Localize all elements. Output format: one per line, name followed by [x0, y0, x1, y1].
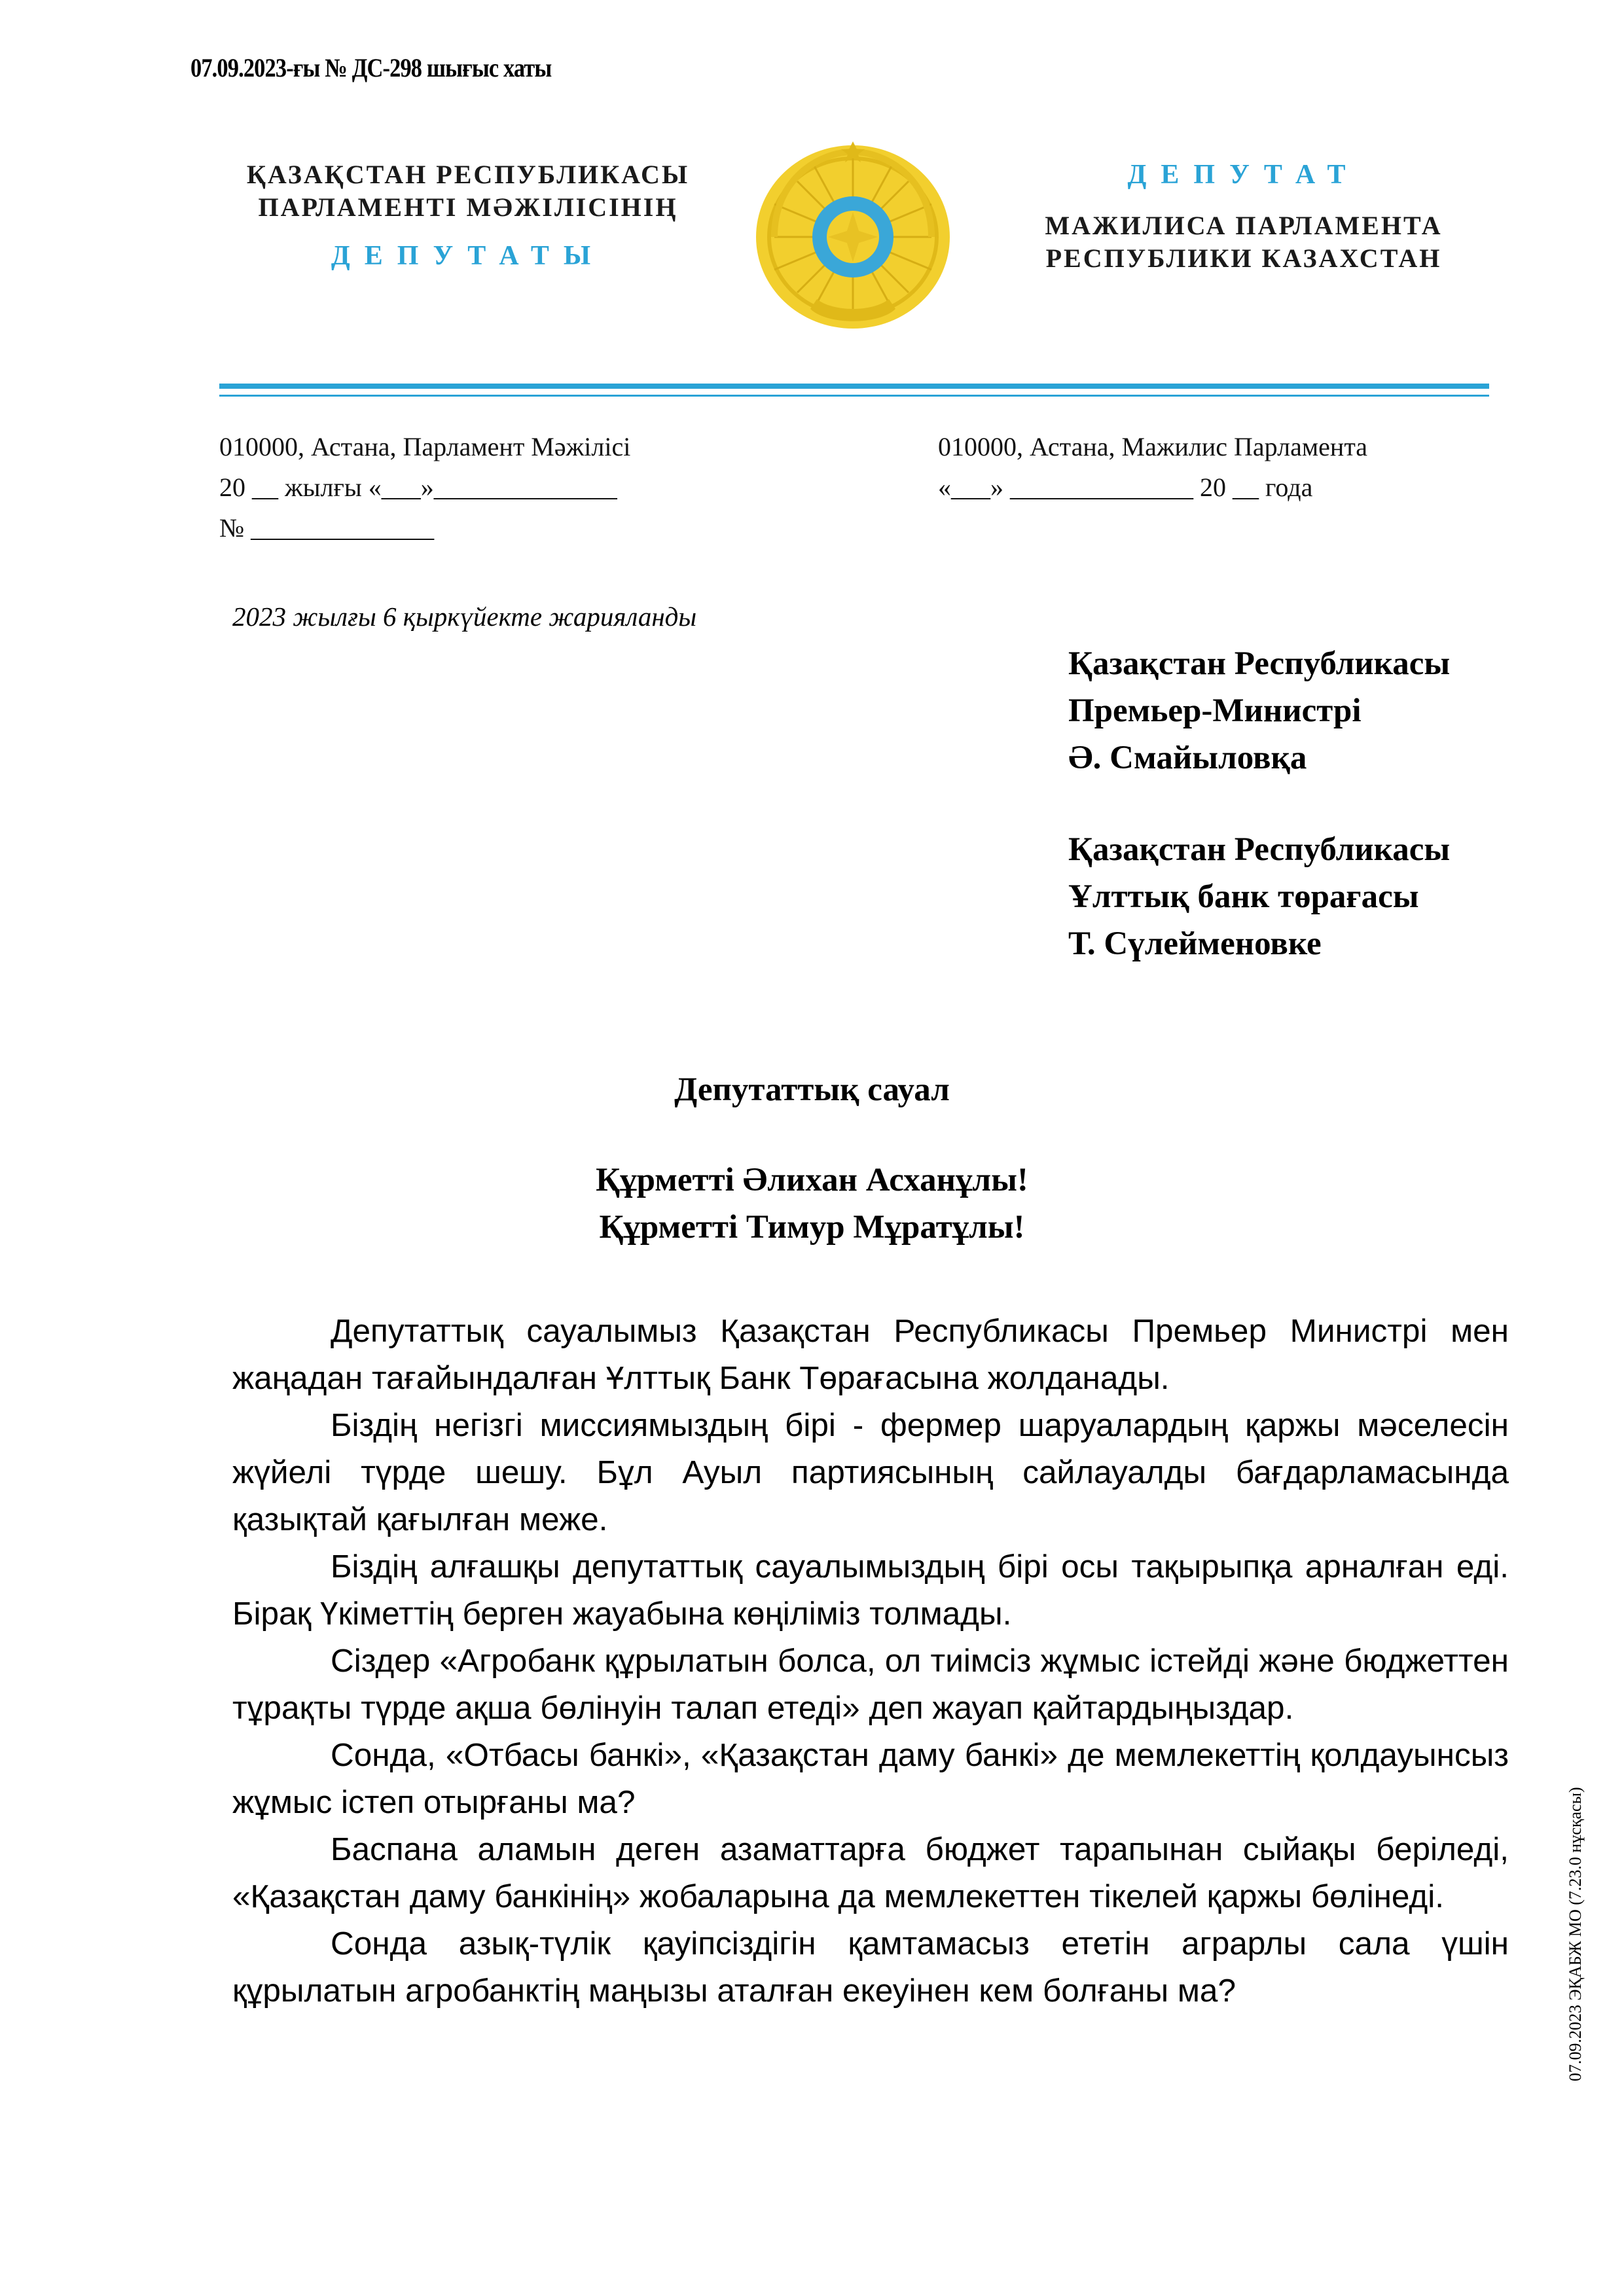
side-registration-stamp	[1566, 1623, 1592, 2081]
published-note: 2023 жылғы 6 қыркүйекте жарияланды	[232, 601, 697, 632]
state-emblem	[748, 139, 958, 335]
recipient-line: Қазақстан Республикасы	[1068, 645, 1451, 682]
body-paragraph: Біздің алғашқы депутаттық сауалымыздың бірі осы тақырыпқа арналған еді. Бірақ Үкіметтің берген жауабына көңіліміз толмады.	[232, 1549, 1509, 1632]
recipient-prime-minister	[1068, 640, 1450, 781]
letterhead-right	[995, 158, 1492, 275]
body-paragraph: Сонда, «Отбасы банкі», «Қазақстан даму банкі» де мемлекеттің қолдауынсыз жұмыс істеп отырғаны ма?	[232, 1737, 1509, 1820]
letterhead-right-line: МАЖИЛИСА ПАРЛАМЕНТА	[1045, 211, 1443, 240]
body-paragraph: Депутаттық сауалымыз Қазақстан Республикасы Премьер Министрі мен жаңадан тағайындалған Ұлттық Банк Төрағасына жолданады.	[232, 1313, 1509, 1396]
body-paragraph: Сіздер «Агробанк құрылатын болса, ол тиімсіз жұмыс істейді және бюджеттен тұрақты түрде ақша бөлінуін талап етеді» деп жауап қайтардыңыздар.	[232, 1643, 1509, 1726]
recipient-national-bank-chair	[1068, 826, 1450, 967]
recipient-line: Премьер-Министрі	[1068, 692, 1362, 729]
greeting-1: Құрметті Әлихан Асханұлы!	[596, 1162, 1028, 1198]
letterhead-left-line: ҚАЗАҚСТАН РЕСПУБЛИКАСЫ	[246, 160, 690, 189]
address-block-russian	[938, 427, 1367, 508]
greeting-2: Құрметті Тимур Мұратұлы!	[599, 1209, 1025, 1246]
letterhead-right-line: РЕСПУБЛИКИ КАЗАХСТАН	[1045, 243, 1442, 273]
recipient-line: Қазақстан Республикасы	[1068, 831, 1451, 868]
date-line: 20 __ жылғы «___»______________	[219, 473, 617, 502]
emblem-icon	[748, 139, 958, 335]
letterhead-right-title: ДЕПУТАТ	[1127, 160, 1360, 190]
body-paragraph: Сонда азық-түлік қауіпсіздігін қамтамасыз ететін аграрлы сала үшін құрылатын агробанктің маңызы аталған екеуінен кем болғаны ма?	[232, 1926, 1509, 2009]
body-paragraph: Біздің негізгі миссиямыздың бірі - фермер шаруалардың қаржы мәселесін жүйелі түрде шешу. Бұл Ауыл партиясының сайлауалды бағдарламасында қазықтай қағылған меже.	[232, 1407, 1509, 1537]
letter-body	[232, 1308, 1509, 2015]
letterhead-left-title: ДЕПУТАТЫ	[331, 241, 605, 271]
address-line: 010000, Астана, Парламент Мәжілісі	[219, 432, 631, 461]
recipient-name: Т. Сүлейменовке	[1068, 925, 1322, 962]
address-block-kazakh	[219, 427, 630, 548]
letterhead-left	[196, 158, 740, 272]
number-line: № ______________	[219, 513, 435, 543]
date-line: «___» ______________ 20 __ года	[938, 473, 1313, 502]
letterhead-left-line: ПАРЛАМЕНТІ МӘЖІЛІСІНІҢ	[258, 192, 678, 222]
body-paragraph: Баспана аламын деген азаматтарға бюджет тарапынан сыйақы беріледі, «Қазақстан даму банкінің» жобаларына да мемлекеттен тікелей қаржы бөлінеді.	[232, 1831, 1509, 1914]
document-title: Депутаттық сауал	[674, 1071, 950, 1108]
recipient-line: Ұлттық банк төрағасы	[1068, 878, 1419, 915]
letterhead-divider-thick	[219, 384, 1489, 389]
outgoing-reference: 07.09.2023-ғы № ДС-298 шығыс хаты	[190, 53, 552, 82]
recipient-name: Ә. Смайыловқа	[1068, 740, 1307, 776]
letterhead-divider-thin	[219, 395, 1489, 397]
side-stamp-text: 07.09.2023 ЭҚАБЖ МО (7.23.0 нұсқасы)	[1566, 1787, 1585, 2081]
address-line: 010000, Астана, Мажилис Парламента	[938, 432, 1368, 461]
